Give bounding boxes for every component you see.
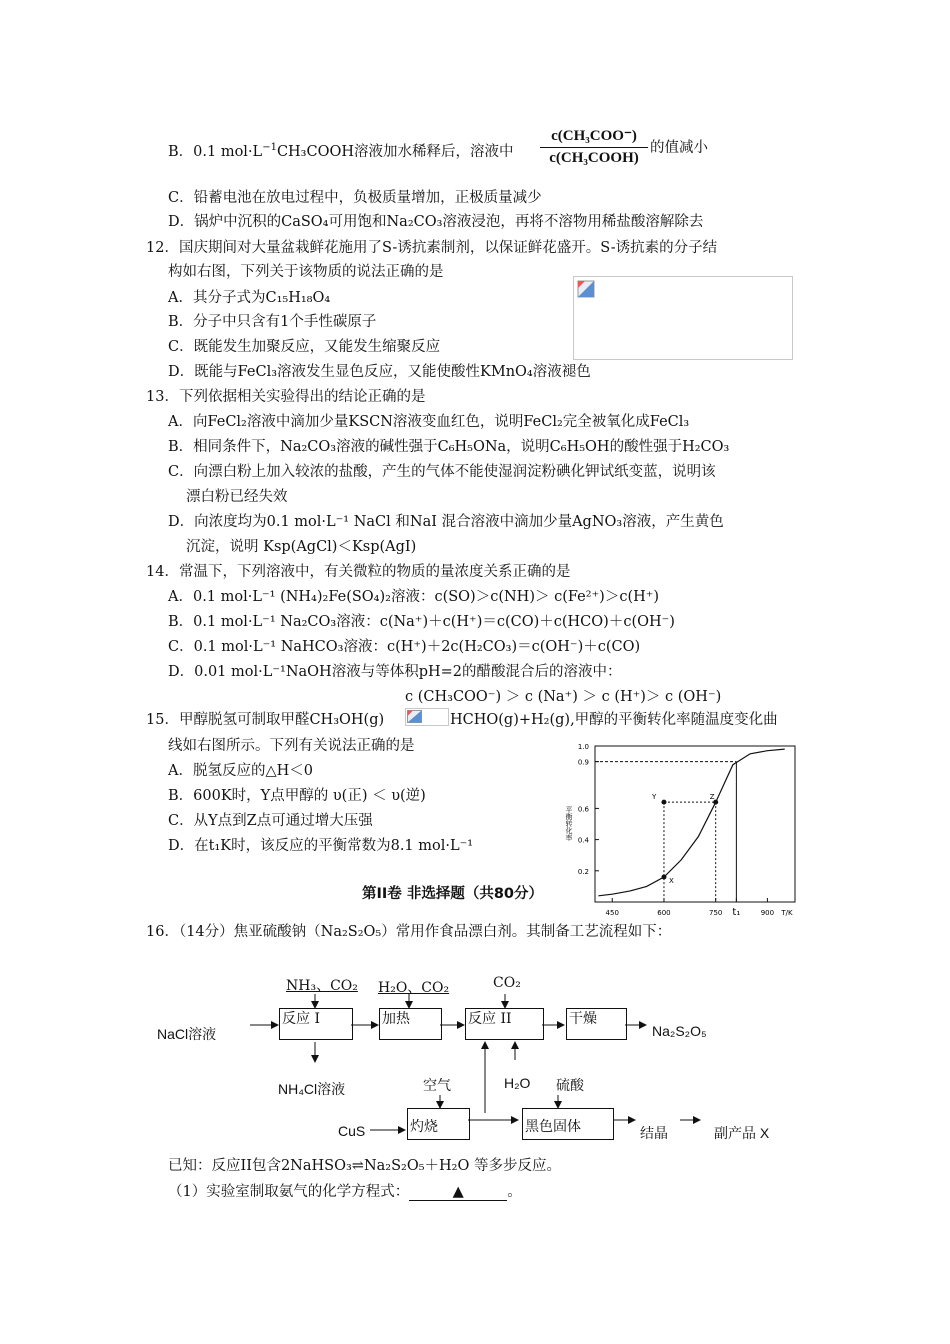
q13-option-c-1: C．向漂白粉上加入较浓的盐酸，产生的气体不能使湿润淀粉碘化钾试纸变蓝，说明该 xyxy=(168,464,716,480)
flow-input-nh3-co2: NH₃、CO₂ xyxy=(286,978,358,994)
q12-stem-2: 构如右图，下列关于该物质的说法正确的是 xyxy=(168,264,444,280)
flow-input-h2o-co2: H₂O、CO₂ xyxy=(378,980,450,996)
flow-box-reaction-2: 反应 II xyxy=(465,1008,544,1040)
flow-box-drying: 干燥 xyxy=(566,1008,627,1040)
point-label-y: Y xyxy=(651,793,657,802)
q14-stem: 14．常温下，下列溶液中，有关微粒的物质的量浓度关系正确的是 xyxy=(146,564,571,580)
flow-sulfuric-acid: 硫酸 xyxy=(556,1078,584,1094)
q13-option-c-2: 漂白粉已经失效 xyxy=(186,489,288,505)
q13-option-b: B．相同条件下，Na₂CO₃溶液的碱性强于C₆H₅ONa，说明C₆H₅OH的酸性强于H₂CO₃ xyxy=(168,439,730,455)
x-tick-label: 900 xyxy=(760,909,775,917)
q11-option-b: B．0.1 $mol\cdot L^{-1}CH_3COOH$溶液加水稀释后，溶液中 xyxy=(168,142,514,160)
q15-stem-1a: 15．甲醇脱氢可制取甲醛CH₃OH(g) xyxy=(146,712,385,728)
point-label-z: Z xyxy=(709,793,715,802)
point-label-x: X xyxy=(668,877,674,886)
y-tick-label: 0.6 xyxy=(577,805,589,814)
q15-option-d: D．在t₁K时，该反应的平衡常数为8.1 mol·L⁻¹ xyxy=(168,838,474,854)
q14-option-d-1: D．0.01 mol·L⁻¹NaOH溶液与等体积pH=2的醋酸混合后的溶液中： xyxy=(168,664,622,680)
y-axis-label: 平衡转化率 xyxy=(565,806,573,841)
flow-nh4cl-solution: NH₄Cl溶液 xyxy=(278,1081,346,1097)
q15-stem-1b: HCHO(g)+H₂(g),甲醇的平衡转化率随温度变化曲 xyxy=(450,712,778,728)
q12-stem-1: 12．国庆期间对大量盆栽鲜花施用了S-诱抗素制剂，以保证鲜花盛开。S-诱抗素的分子结 xyxy=(146,240,718,256)
q13-option-d-1: D．向浓度均为0.1 mol·L⁻¹ NaCl 和NaI 混合溶液中滴加少量AgNO₃溶液，产生黄色 xyxy=(168,514,724,530)
section-2-title: 第II卷 非选择题（共80分） xyxy=(362,886,544,902)
q14-option-c: C．0.1 mol·L⁻¹ NaHCO₃溶液：c(H⁺)＋2c(H₂CO₃)＝c(OH⁻)＋c(CO) xyxy=(168,639,641,655)
conversion-curve xyxy=(598,749,784,896)
process-flowchart-arrows xyxy=(150,970,810,1150)
q15-option-a: A．脱氢反应的△H＜0 xyxy=(168,763,313,779)
molecule-image-placeholder xyxy=(573,276,793,360)
q14-option-a: A．0.1 mol·L⁻¹ (NH₄)₂Fe(SO₄)₂溶液：c(SO)＞c(NH)＞ c(Fe²⁺)＞c(H⁺) xyxy=(168,589,660,605)
q16-known: 已知：反应II包含2NaHSO₃⇌Na₂S₂O₅＋H₂O 等多步反应。 xyxy=(168,1158,561,1174)
flow-product-na2s2o5: Na₂S₂O₅ xyxy=(652,1023,707,1039)
conversion-chart xyxy=(555,736,805,926)
flow-byproduct-x: 副产品 X xyxy=(714,1125,770,1141)
flow-nacl-solution: NaCl溶液 xyxy=(157,1026,217,1042)
q16-part-1: （1）实验室制取氨气的化学方程式： ▲ 。 xyxy=(168,1184,522,1200)
q12-option-b: B．分子中只含有1个手性碳原子 xyxy=(168,314,377,330)
triangle-marker: ▲ xyxy=(452,1184,464,1200)
flow-box-roasting: 灼烧 xyxy=(407,1108,470,1140)
flow-input-co2: CO₂ xyxy=(493,975,521,991)
flow-crystallization: 结晶 xyxy=(640,1126,668,1142)
q11-option-c: C．铅蓄电池在放电过程中，负极质量增加，正极质量减少 xyxy=(168,190,542,206)
q11-fraction xyxy=(540,126,648,167)
q14-option-b: B．0.1 mol·L⁻¹ Na₂CO₃溶液：c(Na⁺)＋c(H⁺)＝c(CO)＋c(HCO)＋c(OH⁻) xyxy=(168,614,675,630)
q14-option-d-2: c (CH₃COO⁻) ＞ c (Na⁺) ＞ c (H⁺)＞ c (OH⁻) xyxy=(405,689,722,705)
fraction-numerator: c(CH₃COO⁻) xyxy=(551,128,637,144)
q11-option-d: D．锅炉中沉积的CaSO₄可用饱和Na₂CO₃溶液浸泡，再将不溶物用稀盐酸溶解除去 xyxy=(168,214,704,230)
fraction-denominator: c(CH₃COOH) xyxy=(549,150,639,166)
flow-box-reaction-1: 反应 I xyxy=(279,1008,353,1040)
flow-box-heating: 加热 xyxy=(379,1008,442,1040)
q12-option-a: A．其分子式为C₁₅H₁₈O₄ xyxy=(168,290,331,306)
q13-option-a: A．向FeCl₂溶液中滴加少量KSCN溶液变血红色，说明FeCl₂完全被氧化成FeCl₃ xyxy=(168,414,690,430)
x-axis-label: T/K xyxy=(781,909,793,917)
broken-image-icon xyxy=(407,710,423,724)
q15-option-b: B．600K时，Y点甲醇的 υ(正) ＜ υ(逆) xyxy=(168,788,426,804)
q16-stem: 16．（14分）焦亚硫酸钠（Na₂S₂O₅）常用作食品漂白剂。其制备工艺流程如下： xyxy=(146,924,672,940)
broken-image-icon xyxy=(577,280,595,298)
chart-frame xyxy=(595,746,795,902)
x-tick-label: 600 xyxy=(657,909,671,917)
y-tick-label: 0.4 xyxy=(577,836,589,845)
q11-b-suffix: 的值减小 xyxy=(650,140,708,156)
q15-option-c: C．从Y点到Z点可通过增大压强 xyxy=(168,813,373,829)
q13-option-d-2: 沉淀，说明 Ksp(AgCl)＜Ksp(AgI) xyxy=(186,539,417,555)
x-tick-label: 750 xyxy=(709,909,723,917)
y-tick-label: 1.0 xyxy=(577,743,589,751)
q12-option-c: C．既能发生加聚反应，又能发生缩聚反应 xyxy=(168,339,441,355)
equilibrium-arrow-placeholder xyxy=(405,708,449,726)
q13-stem: 13．下列依据相关实验得出的结论正确的是 xyxy=(146,389,426,405)
flow-air: 空气 xyxy=(423,1078,451,1094)
answer-blank[interactable] xyxy=(409,1184,507,1201)
flow-box-black-solid: 黑色固体 xyxy=(522,1108,614,1140)
q15-stem-2: 线如右图所示。下列有关说法正确的是 xyxy=(168,738,415,754)
flow-h2o: H₂O xyxy=(504,1075,531,1091)
x-tick-label: t₁ xyxy=(732,907,741,918)
q12-option-d: D．既能与FeCl₃溶液发生显色反应，又能使酸性KMnO₄溶液褪色 xyxy=(168,364,591,380)
y-tick-label: 0.2 xyxy=(577,867,589,876)
x-tick-label: 450 xyxy=(605,909,619,917)
flow-cus: CuS xyxy=(338,1123,366,1139)
y-tick-label: 0.9 xyxy=(577,758,589,767)
